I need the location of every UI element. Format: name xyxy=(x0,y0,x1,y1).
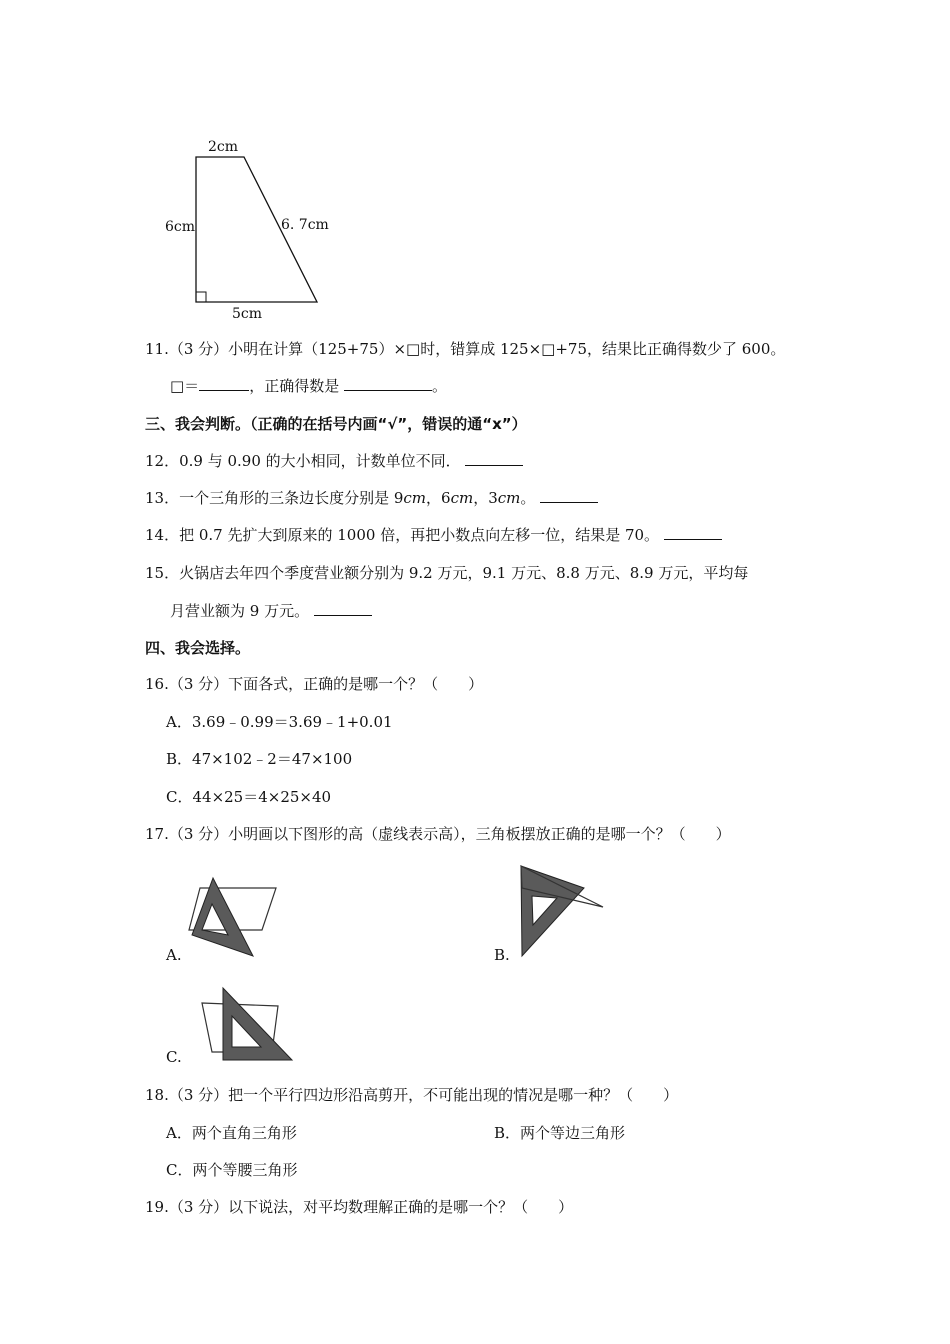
q17b-triangle xyxy=(521,866,603,907)
q14-blank[interactable] xyxy=(664,525,722,540)
q12-text: 12．0.9 与 0.90 的大小相同，计数单位不同． xyxy=(145,452,461,470)
q11-box-prefix: □＝ xyxy=(170,377,200,395)
q17-option-c[interactable]: C. xyxy=(166,1048,182,1066)
q17-stem: 17.（3 分）小明画以下图形的高（虚线表示高），三角板摆放正确的是哪一个？（ ） xyxy=(145,825,731,843)
q11-line1: 11.（3 分）小明在计算（125+75）×□时，错算成 125×□+75，结果比正确得数少了 600。 xyxy=(145,340,786,358)
section4-title: 四、我会选择。 xyxy=(145,639,251,657)
trapezoid-left-label: 6cm xyxy=(165,219,196,235)
q15-blank[interactable] xyxy=(314,601,372,616)
section3-title: 三、我会判断。（正确的在括号内画“√”，错误的通“x”） xyxy=(145,415,527,433)
q17b-set-square xyxy=(521,866,584,956)
q13-text: 13．一个三角形的三条边长度分别是 9𝑐𝑚，6𝑐𝑚，3𝑐𝑚。 xyxy=(145,489,536,507)
q13-blank[interactable] xyxy=(540,488,598,503)
q17-option-b[interactable]: B. xyxy=(494,946,510,964)
q11-blank-box[interactable] xyxy=(199,376,249,391)
q11-line2 xyxy=(170,376,447,396)
q18-option-a[interactable]: A．两个直角三角形 xyxy=(166,1124,297,1142)
q17-option-a[interactable]: A. xyxy=(166,946,182,964)
q14 xyxy=(145,525,722,545)
q15-line1: 15．火锅店去年四个季度营业额分别为 9.2 万元，9.1 万元、8.8 万元、8.9 万元，平均每 xyxy=(145,564,749,582)
q19-stem: 19.（3 分）以下说法，对平均数理解正确的是哪一个？（ ） xyxy=(145,1198,574,1216)
q16-option-a[interactable]: A．3.69﹣0.99＝3.69﹣1+0.01 xyxy=(166,713,393,731)
q16-option-c[interactable]: C．44×25＝4×25×40 xyxy=(166,788,332,806)
trapezoid-figure xyxy=(0,0,950,340)
right-angle-mark xyxy=(196,292,206,302)
q12 xyxy=(145,451,523,471)
trapezoid-slant-label: 6. 7cm xyxy=(281,217,329,233)
q17a-parallelogram xyxy=(189,888,276,930)
q17c-trapezoid xyxy=(202,1003,278,1052)
q15-line2-text: 月营业额为 9 万元。 xyxy=(170,602,310,620)
q11-middle: ，正确得数是 xyxy=(249,377,340,395)
q12-blank[interactable] xyxy=(465,451,523,466)
q15-line2 xyxy=(170,601,372,621)
trapezoid-top-label: 2cm xyxy=(208,139,239,155)
q18-option-b[interactable]: B．两个等边三角形 xyxy=(494,1124,626,1142)
q11-suffix: 。 xyxy=(431,377,447,395)
q18-option-c[interactable]: C．两个等腰三角形 xyxy=(166,1161,298,1179)
q18-stem: 18.（3 分）把一个平行四边形沿高剪开，不可能出现的情况是哪一种？（ ） xyxy=(145,1086,679,1104)
trapezoid-bottom-label: 5cm xyxy=(232,306,263,322)
q16-stem: 16.（3 分）下面各式，正确的是哪一个？（ ） xyxy=(145,675,484,693)
q17c-set-square xyxy=(223,988,292,1060)
q17a-set-square xyxy=(192,878,253,956)
q16-option-b[interactable]: B．47×102﹣2＝47×100 xyxy=(166,750,353,768)
q11-blank-answer[interactable] xyxy=(344,376,432,391)
q13 xyxy=(145,488,598,508)
q14-text: 14．把 0.7 先扩大到原来的 1000 倍，再把小数点向左移一位，结果是 70。 xyxy=(145,526,660,544)
